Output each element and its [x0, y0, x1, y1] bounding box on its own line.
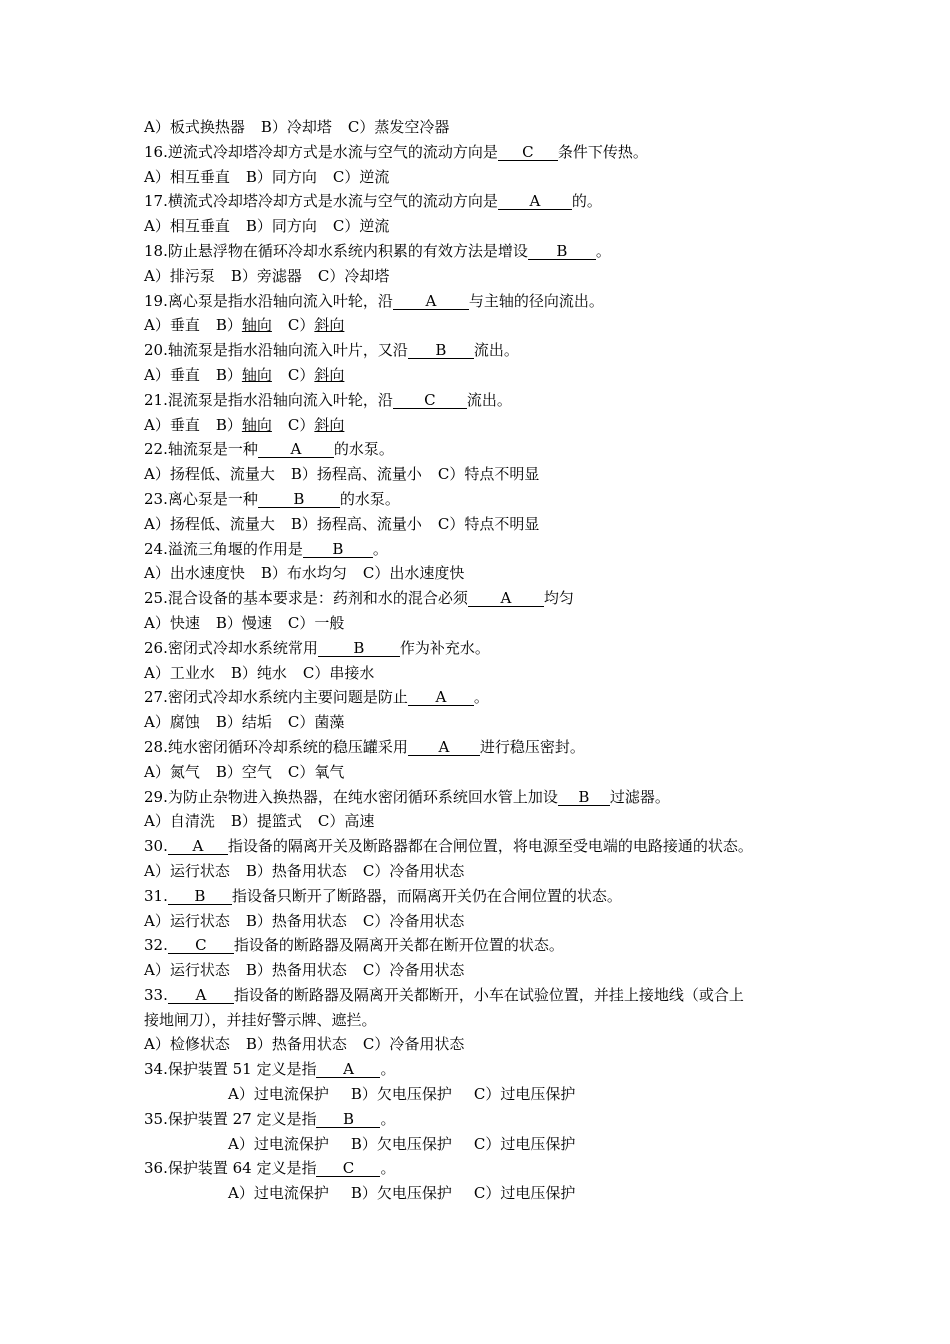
question-text-tail: 均匀	[543, 589, 574, 608]
options-line	[144, 1132, 824, 1157]
option-item: C）逆流	[332, 167, 390, 186]
option-item: C）冷备用状态	[362, 911, 465, 930]
option-item: B）轴向	[215, 415, 272, 434]
option-item: B）轴向	[215, 316, 272, 335]
option-item: A）垂直	[144, 365, 200, 384]
answer-blank: C	[393, 392, 467, 409]
option-item: C）逆流	[332, 217, 390, 236]
question-text-tail: 。	[473, 688, 489, 707]
question-line	[144, 834, 824, 859]
option-item: A）垂直	[144, 415, 200, 434]
option-item: A）相互垂直	[144, 217, 230, 236]
option-item: A）扬程低、流量大	[144, 514, 275, 533]
question-text: 26.密闭式冷却水系统常用	[144, 638, 318, 657]
option-item: C）斜向	[287, 316, 345, 335]
answer-blank: B	[316, 1111, 380, 1128]
option-item: A）运行状态	[144, 961, 230, 980]
option-item: C）斜向	[287, 415, 345, 434]
option-item: B）提篮式	[230, 812, 302, 831]
question-line	[144, 983, 824, 1008]
option-item: B）热备用状态	[245, 861, 347, 880]
option-item: B）慢速	[215, 613, 272, 632]
question-text-tail: 指设备的断路器及隔离开关都在断开位置的状态。	[233, 936, 564, 955]
option-item: A）自清洗	[144, 812, 215, 831]
continuation-line	[144, 1008, 824, 1033]
question-text-tail: 进行稳压密封。	[479, 737, 585, 756]
option-item: A）出水速度快	[144, 564, 245, 583]
option-item: B）热备用状态	[245, 961, 347, 980]
option-item: C）过电压保护	[473, 1184, 576, 1203]
options-line	[144, 115, 824, 140]
question-text-tail: 的水泵。	[333, 440, 394, 459]
question-line	[144, 933, 824, 958]
option-item: B）同方向	[245, 167, 317, 186]
question-text-tail: 指设备的断路器及隔离开关都断开，小车在试验位置，并挂上接地线（或合上	[233, 985, 744, 1004]
options-line	[144, 611, 824, 636]
options-line	[144, 413, 824, 438]
option-item: B）结垢	[215, 713, 272, 732]
option-item: B）欠电压保护	[350, 1134, 452, 1153]
option-item: A）运行状态	[144, 861, 230, 880]
answer-blank: B	[558, 789, 610, 806]
question-text-tail: 作为补充水。	[399, 638, 490, 657]
option-item: C）特点不明显	[437, 514, 540, 533]
question-text: 30.	[144, 837, 168, 856]
option-item: A）过电流保护	[228, 1134, 329, 1153]
options-line	[144, 958, 824, 983]
question-text: 24.溢流三角堰的作用是	[144, 539, 303, 558]
option-item: C）过电压保护	[473, 1085, 576, 1104]
question-line	[144, 735, 824, 760]
answer-blank: B	[258, 491, 340, 508]
answer-blank: B	[303, 541, 373, 558]
answer-blank: A	[168, 838, 228, 855]
question-line	[144, 338, 824, 363]
question-text-tail: 。	[380, 1060, 396, 1079]
options-line	[144, 512, 824, 537]
options-line	[144, 1082, 824, 1107]
question-line	[144, 487, 824, 512]
options-line	[144, 214, 824, 239]
options-line	[144, 363, 824, 388]
option-item: C）串接水	[302, 663, 375, 682]
question-line	[144, 289, 824, 314]
question-text-tail: 指设备的隔离开关及断路器都在合闸位置，将电源至受电端的电路接通的状态。	[227, 837, 753, 856]
options-line	[144, 760, 824, 785]
question-text-tail: 指设备只断开了断路器，而隔离开关仍在合闸位置的状态。	[231, 886, 622, 905]
options-line	[144, 809, 824, 834]
question-line	[144, 140, 824, 165]
question-line	[144, 537, 824, 562]
option-item: A）运行状态	[144, 911, 230, 930]
question-text: 29.为防止杂物进入换热器，在纯水密闭循环系统回水管上加设	[144, 787, 558, 806]
answer-blank: A	[408, 689, 474, 706]
option-item: B）冷却塔	[260, 118, 332, 136]
question-text-tail: 。	[380, 1109, 396, 1128]
question-text: 20.轴流泵是指水沿轴向流入叶片，又沿	[144, 341, 408, 360]
question-line	[144, 1057, 824, 1082]
answer-blank: A	[498, 193, 572, 210]
question-text-tail: 。	[595, 241, 611, 260]
options-line	[144, 165, 824, 190]
question-text: 19.离心泵是指水沿轴向流入叶轮，沿	[144, 291, 393, 310]
options-line	[144, 462, 824, 487]
question-text-tail: 。	[380, 1159, 396, 1178]
option-item: B）扬程高、流量小	[290, 514, 422, 533]
answer-blank: A	[468, 590, 544, 607]
option-item: B）热备用状态	[245, 911, 347, 930]
option-item: A）过电流保护	[228, 1184, 329, 1203]
answer-blank: A	[408, 739, 480, 756]
option-item: A）扬程低、流量大	[144, 465, 275, 484]
option-item: C）菌藻	[287, 713, 345, 732]
question-line	[144, 388, 824, 413]
question-line	[144, 437, 824, 462]
option-item: A）工业水	[144, 663, 215, 682]
option-item: C）特点不明显	[437, 465, 540, 484]
option-item: C）冷备用状态	[362, 861, 465, 880]
answer-blank: A	[393, 293, 469, 310]
option-item: A）排污泵	[144, 266, 215, 285]
option-item: B）欠电压保护	[350, 1085, 452, 1104]
answer-blank: B	[408, 342, 474, 359]
question-text: 16.逆流式冷却塔冷却方式是水流与空气的流动方向是	[144, 142, 498, 161]
question-text-tail: 与主轴的径向流出。	[468, 291, 604, 310]
option-item: B）同方向	[245, 217, 317, 236]
question-text-tail: 条件下传热。	[557, 142, 648, 161]
options-line	[144, 264, 824, 289]
question-text-tail: 的水泵。	[339, 489, 400, 508]
question-line	[144, 189, 824, 214]
question-line	[144, 1107, 824, 1132]
answer-blank: A	[258, 441, 334, 458]
options-line	[144, 561, 824, 586]
question-line	[144, 586, 824, 611]
option-item: B）旁滤器	[230, 266, 302, 285]
options-line	[144, 1181, 824, 1206]
option-item: B）轴向	[215, 365, 272, 384]
option-item: C）出水速度快	[362, 564, 465, 583]
answer-blank: C	[316, 1160, 380, 1177]
option-item: A）检修状态	[144, 1035, 230, 1054]
question-text-tail: 流出。	[473, 341, 519, 360]
options-line	[144, 909, 824, 934]
answer-blank: C	[498, 144, 558, 161]
answer-blank: B	[528, 243, 596, 260]
question-text: 35.保护装置 27 定义是指	[144, 1109, 317, 1128]
answer-blank: B	[168, 888, 232, 905]
question-line	[144, 1156, 824, 1181]
question-text: 25.混合设备的基本要求是：药剂和水的混合必须	[144, 589, 468, 608]
answer-blank: B	[318, 640, 400, 657]
option-item: C）高速	[317, 812, 375, 831]
question-line	[144, 239, 824, 264]
option-item: B）空气	[215, 762, 272, 781]
question-text-tail: 的。	[571, 192, 602, 211]
answer-blank: A	[316, 1061, 380, 1078]
question-text: 21.混流泵是指水沿轴向流入叶轮，沿	[144, 390, 393, 409]
question-line	[144, 685, 824, 710]
options-line	[144, 710, 824, 735]
answer-blank: A	[168, 987, 234, 1004]
question-text: 32.	[144, 936, 168, 955]
question-text: 18.防止悬浮物在循环冷却水系统内积累的有效方法是增设	[144, 241, 528, 260]
option-item: C）冷备用状态	[362, 961, 465, 980]
option-item: C）一般	[287, 613, 345, 632]
question-text: 36.保护装置 64 定义是指	[144, 1159, 317, 1178]
question-text: 22.轴流泵是一种	[144, 440, 258, 459]
question-text: 23.离心泵是一种	[144, 489, 258, 508]
option-item: A）垂直	[144, 316, 200, 335]
option-item: C）冷却塔	[317, 266, 390, 285]
question-line	[144, 785, 824, 810]
option-item: A）快速	[144, 613, 200, 632]
question-text: 27.密闭式冷却水系统内主要问题是防止	[144, 688, 408, 707]
question-text: 33.	[144, 985, 168, 1004]
question-text-tail: 过滤器。	[609, 787, 670, 806]
question-text-tail: 流出。	[466, 390, 512, 409]
question-text-continued: 接地闸刀），并挂好警示牌、遮拦。	[144, 1010, 377, 1029]
options-line	[144, 661, 824, 686]
option-item: C）氧气	[287, 762, 345, 781]
question-text: 17.横流式冷却塔冷却方式是水流与空气的流动方向是	[144, 192, 498, 211]
question-text-tail: 。	[372, 539, 388, 558]
option-item: B）纯水	[230, 663, 287, 682]
option-item: A）过电流保护	[228, 1085, 329, 1104]
option-item: A）板式换热器	[144, 118, 245, 136]
option-item: A）腐蚀	[144, 713, 200, 732]
options-line	[144, 313, 824, 338]
option-item: A）相互垂直	[144, 167, 230, 186]
option-item: C）过电压保护	[473, 1134, 576, 1153]
option-item: B）布水均匀	[260, 564, 347, 583]
option-item: B）热备用状态	[245, 1035, 347, 1054]
question-text: 28.纯水密闭循环冷却系统的稳压罐采用	[144, 737, 408, 756]
option-item: A）氮气	[144, 762, 200, 781]
options-line	[144, 859, 824, 884]
question-text: 34.保护装置 51 定义是指	[144, 1060, 317, 1079]
document-page	[144, 115, 824, 1206]
options-line	[144, 1032, 824, 1057]
question-line	[144, 884, 824, 909]
option-item: B）扬程高、流量小	[290, 465, 422, 484]
option-item: C）斜向	[287, 365, 345, 384]
question-text: 31.	[144, 886, 168, 905]
answer-blank: C	[168, 937, 234, 954]
option-item: B）欠电压保护	[350, 1184, 452, 1203]
question-line	[144, 636, 824, 661]
option-item: C）蒸发空冷器	[347, 118, 450, 136]
option-item: C）冷备用状态	[362, 1035, 465, 1054]
